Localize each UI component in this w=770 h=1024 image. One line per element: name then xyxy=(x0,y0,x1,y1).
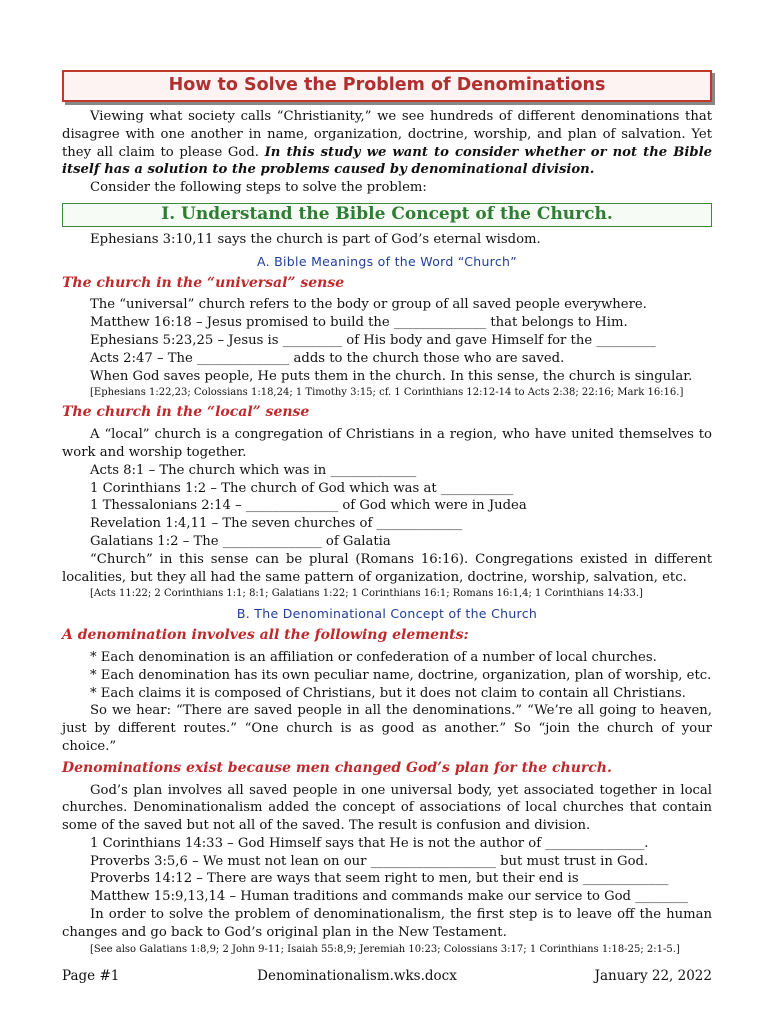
intro-emphasis: In this study we want to consider whether or not the Bible itself has a solution to the problems caused by denominational division. xyxy=(62,144,712,178)
changed-heading: Denominations exist because men changed God’s plan for the church. xyxy=(62,759,612,776)
subheading-b: B. The Denominational Concept of the Church xyxy=(236,606,538,622)
local-heading: The church in the “local” sense xyxy=(62,404,310,421)
element-bullet: * Each denomination is an affiliation or confederation of a number of local churches. xyxy=(90,649,657,665)
universal-references: [Ephesians 1:22,23; Colossians 1:18,24; 1 Timothy 3:15; cf. 1 Corinthians 12:12-14 to Acts 2:38; 22:16; Mark 16:16.] xyxy=(90,387,684,399)
changed-line: Matthew 15:9,13,14 – Human traditions and commands make our service to God ________ xyxy=(90,889,688,905)
universal-line: Ephesians 5:23,25 – Jesus is _________ of His body and gave Himself for the _________ xyxy=(90,332,656,348)
local-intro: A “local” church is a congregation of Christians in a region, who have united themselves to work and worship together. xyxy=(62,427,712,460)
intro-steps: Consider the following steps to solve the problem: xyxy=(90,180,427,196)
footer-filename: Denominationalism.wks.docx xyxy=(257,968,457,984)
local-line: 1 Thessalonians 2:14 – ______________ of God which were in Judea xyxy=(90,498,527,514)
subheading-a: A. Bible Meanings of the Word “Church” xyxy=(256,253,518,269)
local-references: [Acts 11:22; 2 Corinthians 1:1; 8:1; Galatians 1:22; 1 Corinthians 16:1; Romans 16:1,4; 1 Corinthians 14:33.] xyxy=(90,588,643,600)
section-heading: I. Understand the Bible Concept of the Church. xyxy=(161,204,613,225)
intro-text: Viewing what society calls “Christianity,” we see hundreds of different denominations that disagree with one another in name, organization, doctrine, worship, and plan of salvation. Yet they all claim to please God. xyxy=(62,109,712,160)
universal-line: The “universal” church refers to the body or group of all saved people everywhere. xyxy=(90,297,647,313)
universal-line: Matthew 16:18 – Jesus promised to build the ______________ that belongs to Him. xyxy=(90,315,628,331)
so-we-hear: So we hear: “There are saved people in all the denominations.” “We’re all going to heaven, just by different routes.” “One church is as good as another.” So “join the church of your choice.” xyxy=(62,703,712,754)
footer-date: January 22, 2022 xyxy=(594,968,712,984)
changed-conclusion: In order to solve the problem of denominationalism, the first step is to leave off the human changes and go back to God’s original plan in the New Testament. xyxy=(62,907,712,940)
changed-intro: God’s plan involves all saved people in one universal body, yet associated together in local churches. Denominationalism added the concept of associations of local churches that contain some of the saved but not all of the saved. The result is confusion and division. xyxy=(62,782,712,834)
section-heading-box xyxy=(62,203,712,227)
local-line: Revelation 1:4,11 – The seven churches of _____________ xyxy=(90,516,463,532)
footer-page-number: Page #1 xyxy=(62,968,120,984)
elements-heading: A denomination involves all the following elements: xyxy=(62,627,469,644)
local-line: 1 Corinthians 1:2 – The church of God which was at ___________ xyxy=(90,480,514,496)
changed-line: Proverbs 14:12 – There are ways that seem right to men, but their end is _____________ xyxy=(90,871,669,887)
universal-heading: The church in the “universal” sense xyxy=(62,274,345,291)
document-body xyxy=(62,70,712,957)
page-footer xyxy=(62,968,712,984)
changed-references: [See also Galatians 1:8,9; 2 John 9-11; Isaiah 55:8,9; Jeremiah 10:23; Colossians 3:17; 1 Corinthians 1:18-25; 2:1-5.] xyxy=(90,943,680,955)
intro-paragraph xyxy=(62,108,712,179)
changed-line: Proverbs 3:5,6 – We must not lean on our ___________________ but must trust in God. xyxy=(90,853,649,869)
local-line: Acts 8:1 – The church which was in _____________ xyxy=(90,462,417,478)
local-plural: “Church” in this sense can be plural (Romans 16:16). Congregations existed in different localities, but they all had the same pattern of organization, doctrine, worship, salvation, etc. xyxy=(62,551,712,585)
changed-line: 1 Corinthians 14:33 – God Himself says that He is not the author of _______________. xyxy=(90,835,649,851)
element-bullet: * Each denomination has its own peculiar name, doctrine, organization, plan of worship, etc. xyxy=(90,667,712,683)
universal-line: Acts 2:47 – The ______________ adds to the church those who are saved. xyxy=(90,350,565,366)
local-line: Galatians 1:2 – The _______________ of Galatia xyxy=(90,533,391,549)
page-title: How to Solve the Problem of Denominations xyxy=(168,75,606,96)
element-bullet: * Each claims it is composed of Christians, but it does not claim to contain all Christians. xyxy=(90,685,686,701)
universal-line: When God saves people, He puts them in the church. In this sense, the church is singular. xyxy=(90,368,693,384)
section-lead: Ephesians 3:10,11 says the church is part of God’s eternal wisdom. xyxy=(90,231,541,247)
title-box xyxy=(62,70,712,102)
